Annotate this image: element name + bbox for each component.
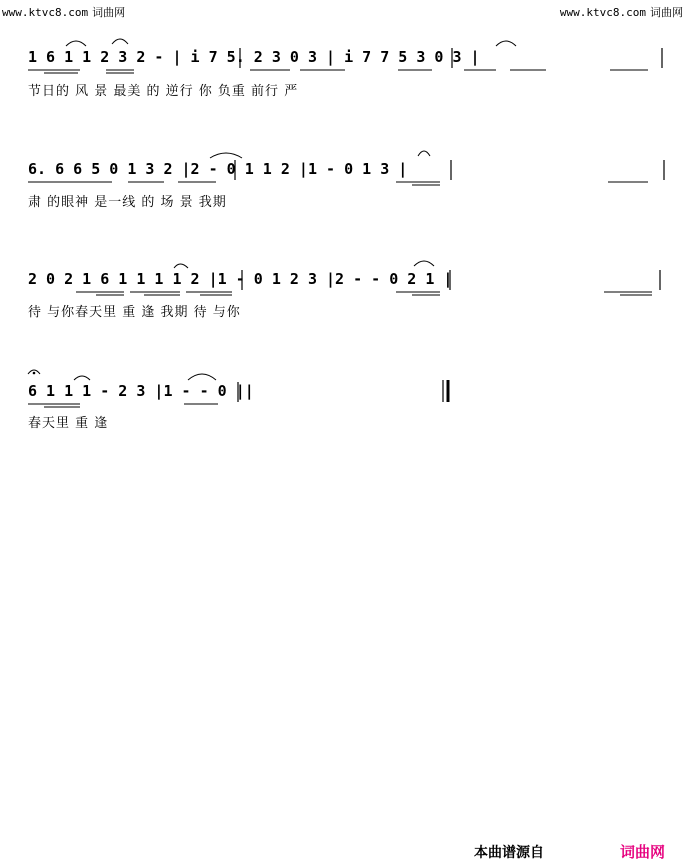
- notation-line-4: 6 1 1 1 - 2 3 |1 - - 0 ||: [28, 382, 254, 400]
- lyrics-line-3: 待 与你春天里 重 逢 我期 待 与你: [28, 305, 241, 320]
- watermark-name: 词曲网: [650, 6, 683, 19]
- footer-brand: 词曲网: [620, 843, 666, 861]
- watermark-site: www.ktvc8.com: [2, 6, 89, 19]
- lyrics-line-4: 春天里 重 逢: [28, 416, 109, 431]
- watermark-name: 词曲网: [92, 6, 126, 19]
- lyrics-line-1: 节日的 风 景 最美 的 逆行 你 负重 前行 严: [28, 84, 299, 99]
- watermark-site: www.ktvc8.com: [559, 6, 646, 19]
- notation-line-1: 1 6 1 1 2 3 2 - | i 7 5. 2 3 0 3 | i 7 7 5 3 0 3 |: [28, 48, 480, 66]
- notation-line-3: 2 0 2 1 6 1 1 1 1 2 |1 - 0 1 2 3 |2 - - 0 2 1 |: [28, 270, 453, 288]
- lyrics-line-2: 肃 的眼神 是一线 的 场 景 我期: [28, 195, 227, 210]
- notation-line-2: 6. 6 6 5 0 1 3 2 |2 - 0 1 1 2 |1 - 0 1 3 |: [28, 160, 408, 178]
- footer-source-label: 本曲谱源自: [474, 845, 544, 861]
